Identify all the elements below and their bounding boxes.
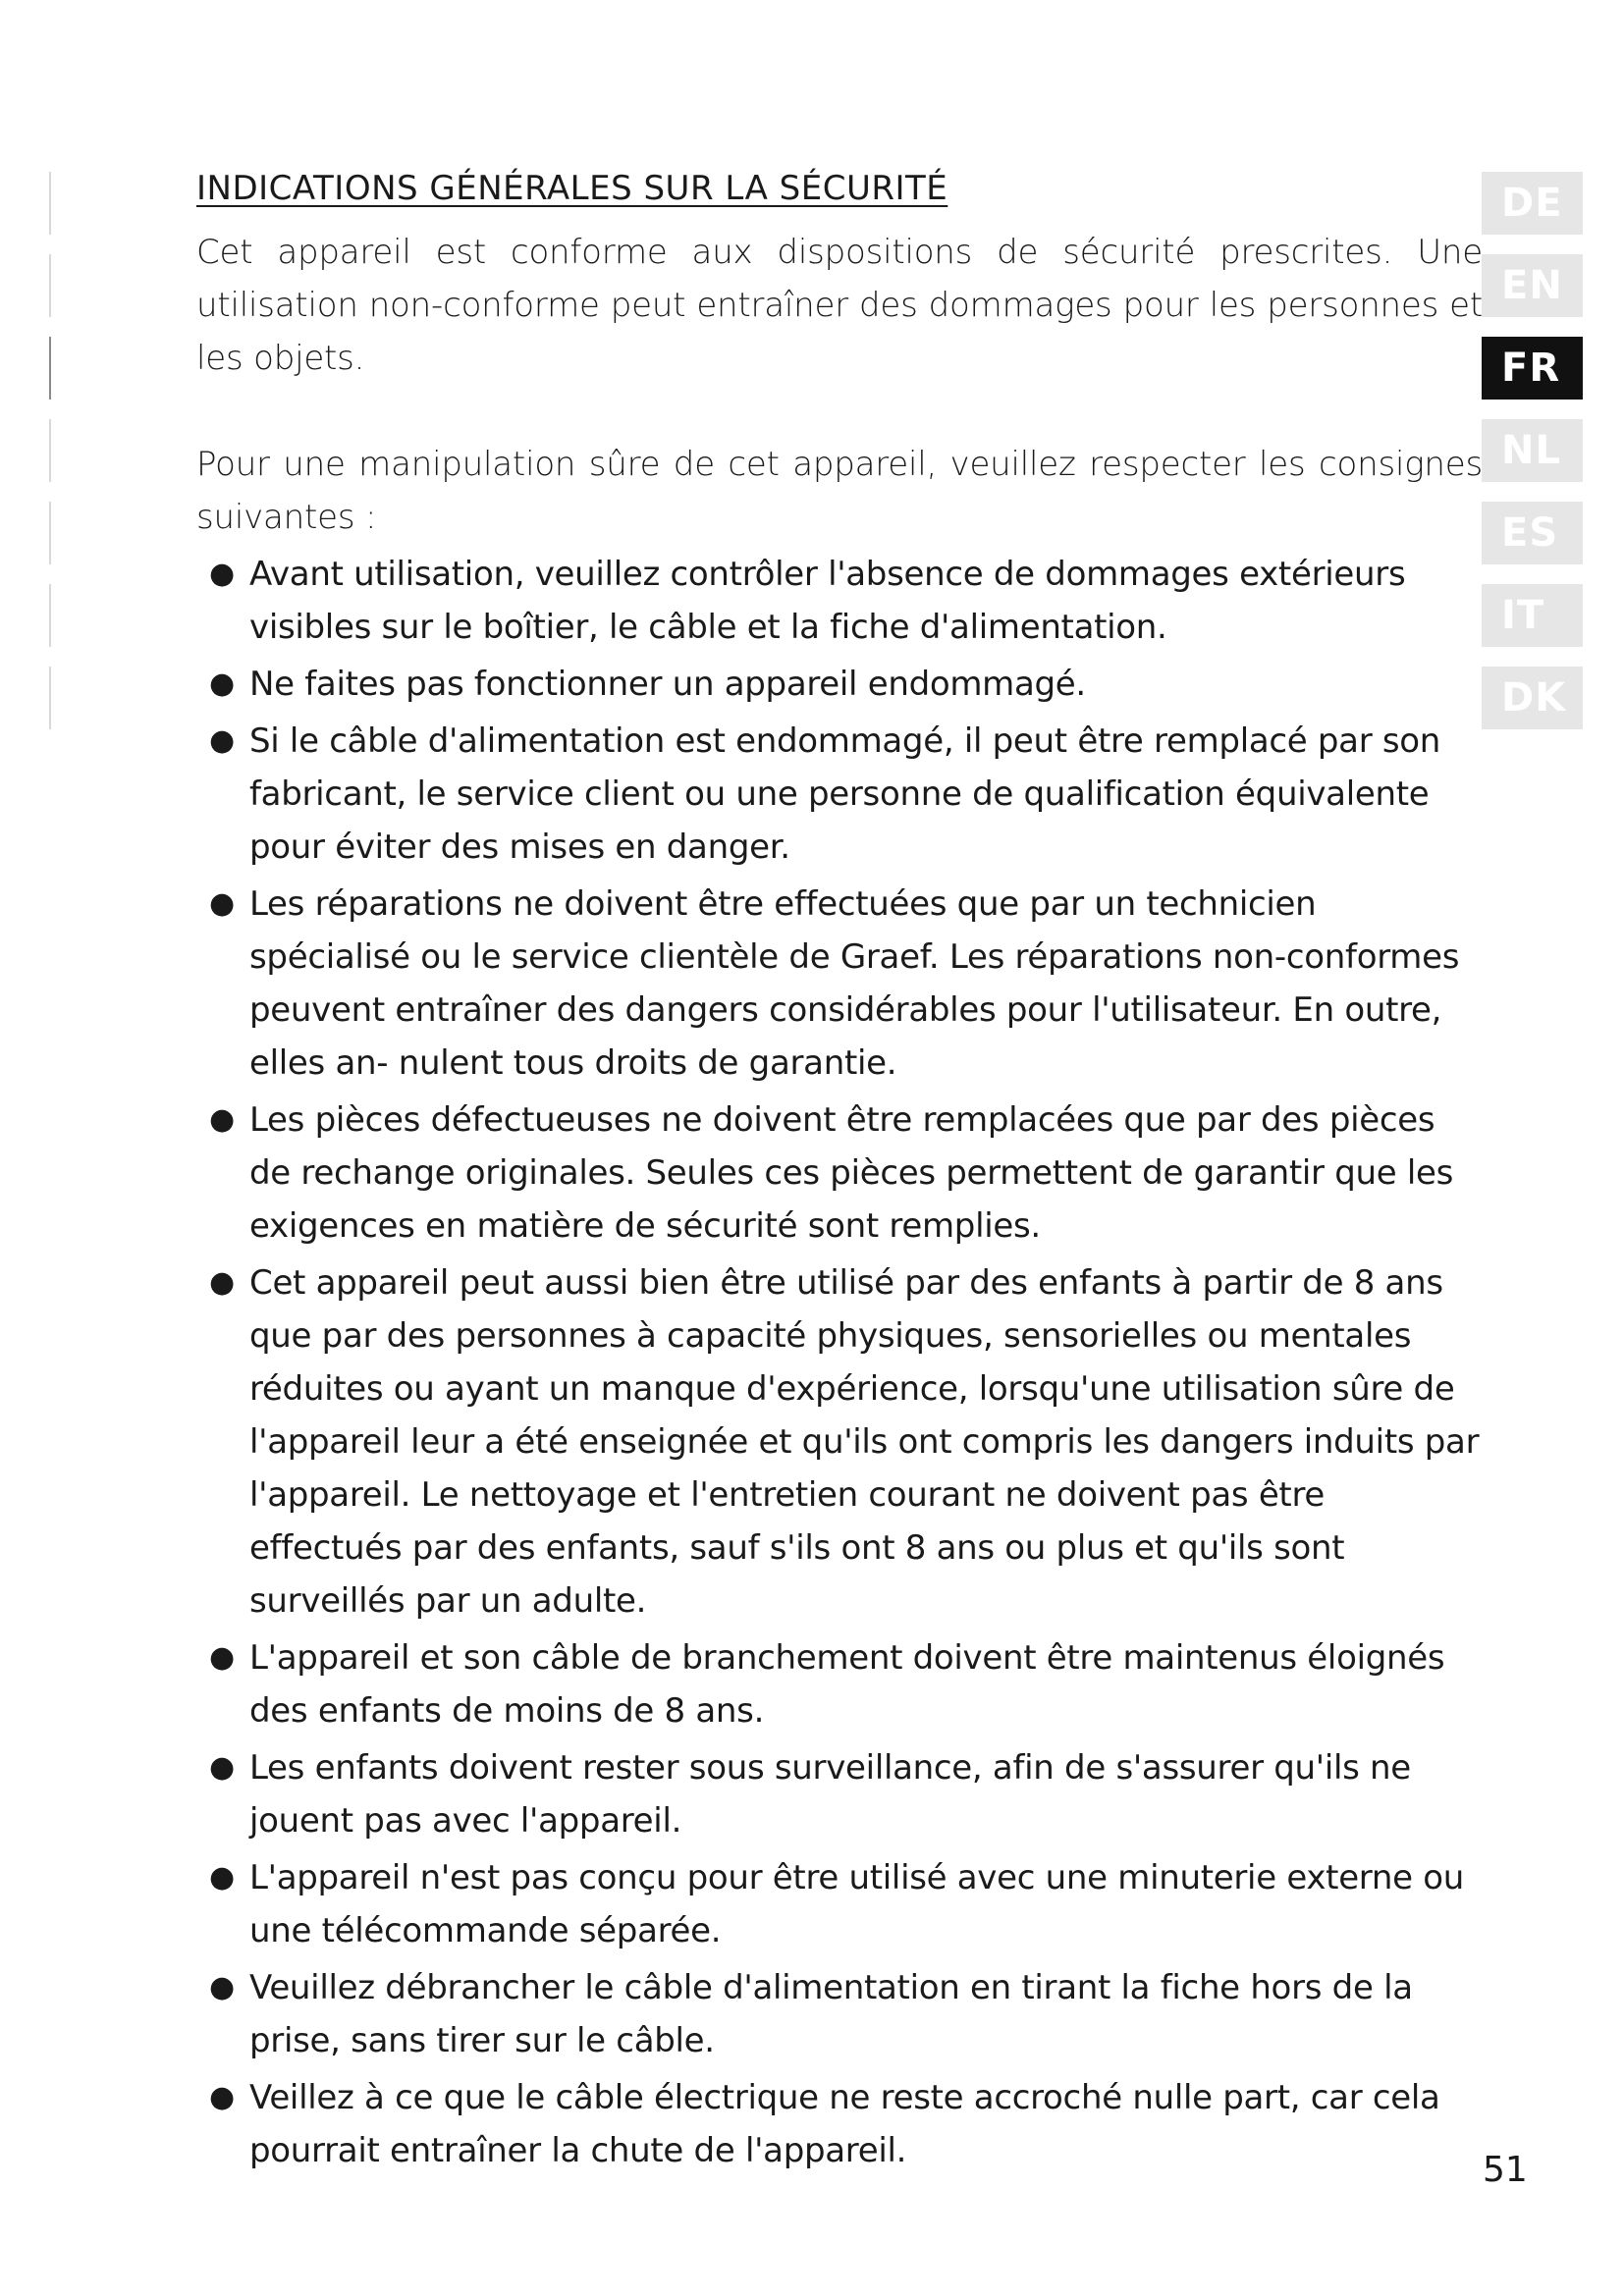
tab-language-nl[interactable]: NL: [1482, 419, 1583, 482]
page-number: 51: [1483, 2150, 1528, 2190]
margin-mark-de: [49, 172, 51, 235]
lead-paragraph: Pour une manipulation sûre de cet appareil, veuillez respecter les consignes suivantes :: [196, 445, 1483, 537]
bullet-icon: ●: [209, 886, 235, 921]
safety-section: [196, 165, 1483, 2181]
margin-section-marks: [49, 172, 51, 731]
list-item-text: L'appareil n'est pas conçu pour être utilisé avec une minuterie externe ou une télécommande séparée.: [249, 1858, 1465, 1950]
tab-language-en[interactable]: EN: [1482, 254, 1583, 317]
bullet-icon: ●: [209, 1750, 235, 1785]
language-tabs: [1482, 172, 1583, 749]
list-item: [196, 2071, 1483, 2177]
tab-language-it[interactable]: IT: [1482, 584, 1583, 647]
list-item: [196, 1741, 1483, 1847]
bullet-icon: ●: [209, 1860, 235, 1895]
margin-mark-fr: [49, 337, 51, 400]
tab-language-dk[interactable]: DK: [1482, 667, 1583, 729]
list-item: [196, 1631, 1483, 1737]
tab-language-de[interactable]: DE: [1482, 172, 1583, 235]
bullet-icon: ●: [209, 1970, 235, 2004]
list-item-text: Veillez à ce que le câble électrique ne reste accroché nulle part, car cela pourrait entraîner la chute de l'appareil.: [249, 2078, 1440, 2170]
bullet-icon: ●: [209, 557, 235, 591]
list-item-text: Cet appareil peut aussi bien être utilisé par des enfants à partir de 8 ans que par des personnes à capacité physiques, sensorielles ou mentales réduites ou ayant un manque d'expérience, lorsqu'une utilisation sûre de l'appareil leur a été enseignée et qu'ils ont compris les dangers induits par l'appareil. Le nettoyage et l'entretien courant ne doivent pas être effectués par des enfants, sauf s'ils ont 8 ans ou plus et qu'ils sont surveillés par un adulte.: [249, 1263, 1480, 1621]
list-item: [196, 878, 1483, 1090]
safety-rules-list: [196, 548, 1483, 2177]
list-item-text: Les pièces défectueuses ne doivent être remplacées que par des pièces de rechange originales. Seules ces pièces permettent de garantir que les exigences en matière de sécurité sont remplies.: [249, 1100, 1454, 1246]
list-item-text: Avant utilisation, veuillez contrôler l'absence de dommages extérieurs visibles sur le boîtier, le câble et la fiche d'alimentation.: [249, 555, 1406, 647]
margin-mark-it: [49, 584, 51, 647]
section-title: INDICATIONS GÉNÉRALES SUR LA SÉCURITÉ: [196, 169, 948, 208]
list-item: [196, 1094, 1483, 1253]
bullet-icon: ●: [209, 1265, 235, 1300]
list-item: [196, 548, 1483, 654]
list-item-text: Si le câble d'alimentation est endommagé, il peut être remplacé par son fabricant, le service client ou une personne de qualification équivalente pour éviter des mises en danger.: [249, 721, 1441, 867]
list-item-text: Veuillez débrancher le câble d'alimentation en tirant la fiche hors de la prise, sans tirer sur le câble.: [249, 1968, 1413, 2060]
list-item-text: L'appareil et son câble de branchement doivent être maintenus éloignés des enfants de moins de 8 ans.: [249, 1638, 1445, 1731]
tab-language-fr[interactable]: FR: [1482, 337, 1583, 400]
list-item: [196, 1961, 1483, 2067]
bullet-icon: ●: [209, 1102, 235, 1137]
margin-mark-dk: [49, 667, 51, 729]
list-item: [196, 1851, 1483, 1957]
bullet-icon: ●: [209, 667, 235, 701]
margin-mark-nl: [49, 419, 51, 482]
list-item: [196, 658, 1483, 711]
tab-language-es[interactable]: ES: [1482, 502, 1583, 564]
intro-paragraph: Cet appareil est conforme aux dispositions de sécurité prescrites. Une utilisation non-conforme peut entraîner des dommages pour les personnes et les objets.: [196, 233, 1483, 378]
margin-mark-en: [49, 254, 51, 317]
bullet-icon: ●: [209, 723, 235, 758]
list-item-text: Ne faites pas fonctionner un appareil endommagé.: [249, 665, 1086, 704]
list-item: [196, 1256, 1483, 1628]
margin-mark-es: [49, 502, 51, 564]
bullet-icon: ●: [209, 2080, 235, 2114]
list-item: [196, 715, 1483, 874]
list-item-text: Les enfants doivent rester sous surveillance, afin de s'assurer qu'ils ne jouent pas avec l'appareil.: [249, 1748, 1411, 1841]
bullet-icon: ●: [209, 1640, 235, 1675]
list-item-text: Les réparations ne doivent être effectuées que par un technicien spécialisé ou le service clientèle de Graef. Les réparations non-conformes peuvent entraîner des dangers considérables pour l'utilisateur. En outre, elles an- nulent tous droits de garantie.: [249, 884, 1460, 1083]
